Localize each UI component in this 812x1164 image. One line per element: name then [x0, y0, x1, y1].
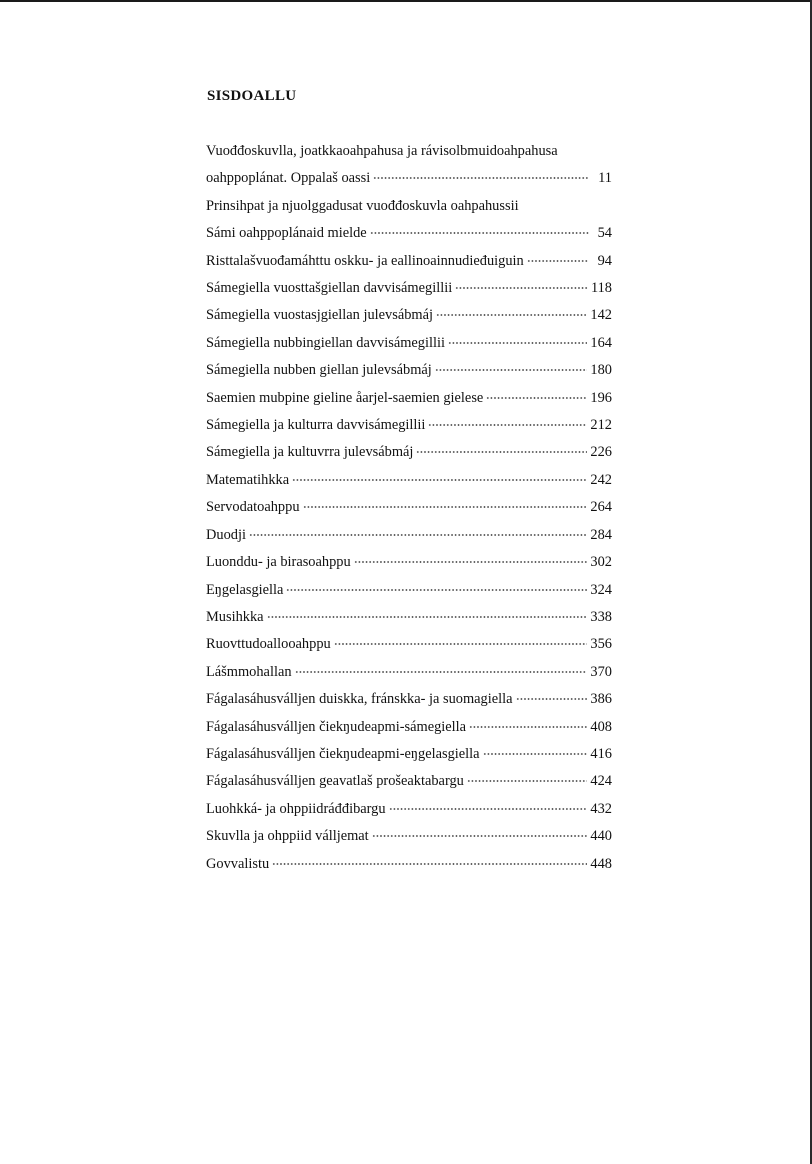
toc-entry — [206, 577, 612, 604]
toc-page-number: 408 — [590, 718, 612, 735]
toc-entry-label: Sámegiella ja kultuvrra julevsábmáj — [206, 444, 414, 461]
toc-page-number: 284 — [590, 526, 612, 543]
toc-entry — [206, 193, 612, 220]
toc-dot-leader — [295, 671, 588, 673]
toc-entry — [206, 823, 612, 850]
toc-entry — [206, 385, 612, 412]
toc-page-number: 370 — [590, 663, 612, 680]
toc-entry — [206, 302, 612, 329]
table-of-contents — [206, 138, 612, 878]
toc-page-number: 448 — [590, 855, 612, 872]
toc-page-number: 386 — [590, 691, 612, 708]
toc-entry-label: Risttalašvuođamáhttu oskku- ja eallinoainnudieđuiguin — [206, 252, 524, 269]
toc-entry — [206, 851, 612, 878]
toc-page-number: 142 — [590, 307, 612, 324]
toc-entry-label: Servodatoahppu — [206, 499, 300, 516]
toc-entry-label: Sámegiella nubbingiellan davvisámegillii — [206, 334, 445, 351]
toc-dot-leader — [436, 314, 587, 316]
toc-entry-label: Skuvlla ja ohppiid válljemat — [206, 828, 369, 845]
toc-dot-leader — [372, 835, 588, 837]
toc-entry — [206, 494, 612, 521]
toc-page-number: 11 — [598, 170, 612, 187]
toc-dot-leader — [516, 698, 588, 700]
toc-entry-label: Lášmmohallan — [206, 663, 292, 680]
toc-entry — [206, 275, 612, 302]
toc-page-number: 424 — [590, 773, 612, 790]
toc-dot-leader — [486, 397, 587, 399]
toc-entry-label: Fágalasáhusválljen čiekŋudeapmi-eŋgelasgiella — [206, 745, 480, 762]
toc-entry-label: Fágalasáhusválljen geavatlaš prošeaktabargu — [206, 773, 464, 790]
toc-entry — [206, 768, 612, 795]
toc-entry-label: Luohkká- ja ohppiidráđđibargu — [206, 800, 386, 817]
toc-dot-leader — [334, 643, 588, 645]
toc-dot-leader — [389, 808, 588, 810]
toc-page-number: 94 — [597, 252, 612, 269]
toc-entry-label: Ruovttudoallooahppu — [206, 636, 331, 653]
toc-dot-leader — [303, 506, 588, 508]
toc-page-number: 242 — [590, 471, 612, 488]
toc-dot-leader — [527, 260, 589, 262]
toc-entry-label: Luonddu- ja birasoahppu — [206, 554, 351, 571]
toc-entry-label: Sámegiella nubben giellan julevsábmáj — [206, 362, 432, 379]
toc-page-number: 416 — [590, 745, 612, 762]
toc-entry — [206, 412, 612, 439]
toc-entry-label: Prinsihpat ja njuolggadusat vuođđoskuvla oahpahussii — [206, 197, 519, 214]
toc-page-number: 440 — [590, 828, 612, 845]
toc-dot-leader — [483, 753, 588, 755]
toc-page-number: 338 — [590, 608, 612, 625]
toc-dot-leader — [455, 287, 588, 289]
toc-entry-label: Sámegiella vuosttašgiellan davvisámegillii — [206, 280, 453, 297]
toc-page-number: 54 — [597, 225, 612, 242]
toc-dot-leader — [272, 863, 587, 865]
toc-entry-label: Duodji — [206, 526, 246, 543]
toc-entry-label: oahppoplánat. Oppalaš oassi — [206, 170, 371, 187]
toc-dot-leader — [435, 369, 588, 371]
toc-dot-leader — [286, 589, 587, 591]
toc-dot-leader — [354, 561, 588, 563]
toc-dot-leader — [469, 726, 587, 728]
toc-entry-label: Sámegiella ja kulturra davvisámegillii — [206, 417, 426, 434]
toc-dot-leader — [370, 232, 589, 234]
toc-entry — [206, 659, 612, 686]
page-title: SISDOALLU — [207, 88, 297, 104]
toc-dot-leader — [467, 780, 588, 782]
toc-dot-leader — [416, 451, 587, 453]
toc-entry-label: Sámi oahppoplánaid mielde — [206, 225, 367, 242]
toc-page-number: 212 — [590, 417, 612, 434]
toc-intro-line: Vuođđoskuvlla, joatkkaoahpahusa ja rávisolbmuidoahpahusa — [206, 143, 558, 159]
toc-dot-leader — [249, 534, 587, 536]
toc-entry — [206, 741, 612, 768]
toc-page-number: 164 — [590, 334, 612, 351]
toc-entry-label: Eŋgelasgiella — [206, 581, 284, 598]
toc-page-number: 264 — [590, 499, 612, 516]
toc-page-number: 196 — [590, 389, 612, 406]
toc-page-number: 302 — [590, 554, 612, 571]
toc-entry — [206, 248, 612, 275]
toc-entry — [206, 522, 612, 549]
toc-page-number: 180 — [590, 362, 612, 379]
toc-page-number: 324 — [590, 581, 612, 598]
toc-dot-leader — [373, 177, 589, 179]
toc-dot-leader — [292, 479, 587, 481]
toc-page-number: 432 — [590, 800, 612, 817]
toc-entry-label: Govvalistu — [206, 855, 270, 872]
toc-dot-leader — [428, 424, 587, 426]
toc-entry-label: Musihkka — [206, 608, 264, 625]
toc-page-number: 118 — [590, 280, 612, 297]
toc-page-number: 356 — [590, 636, 612, 653]
toc-entry — [206, 604, 612, 631]
toc-entry — [206, 796, 612, 823]
toc-entry — [206, 686, 612, 713]
toc-entry — [206, 549, 612, 576]
toc-entry-label: Matematihkka — [206, 471, 290, 488]
toc-entry — [206, 439, 612, 466]
toc-dot-leader — [267, 616, 588, 618]
toc-entry — [206, 631, 612, 658]
toc-entry — [206, 330, 612, 357]
toc-entry-label: Sámegiella vuostasjgiellan julevsábmáj — [206, 307, 433, 324]
toc-entry-label: Fágalasáhusválljen čiekŋudeapmi-sámegiella — [206, 718, 467, 735]
scan-edge-top — [0, 0, 812, 2]
toc-entry — [206, 220, 612, 247]
toc-page-number: 226 — [590, 444, 612, 461]
toc-entry — [206, 714, 612, 741]
toc-entry — [206, 467, 612, 494]
toc-entry-label: Fágalasáhusválljen duiskka, fránskka- ja suomagiella — [206, 691, 513, 708]
toc-entry-label: Saemien mubpine gieline åarjel-saemien gielese — [206, 389, 484, 406]
toc-entry — [206, 357, 612, 384]
toc-dot-leader — [448, 342, 587, 344]
toc-entry — [206, 165, 612, 192]
